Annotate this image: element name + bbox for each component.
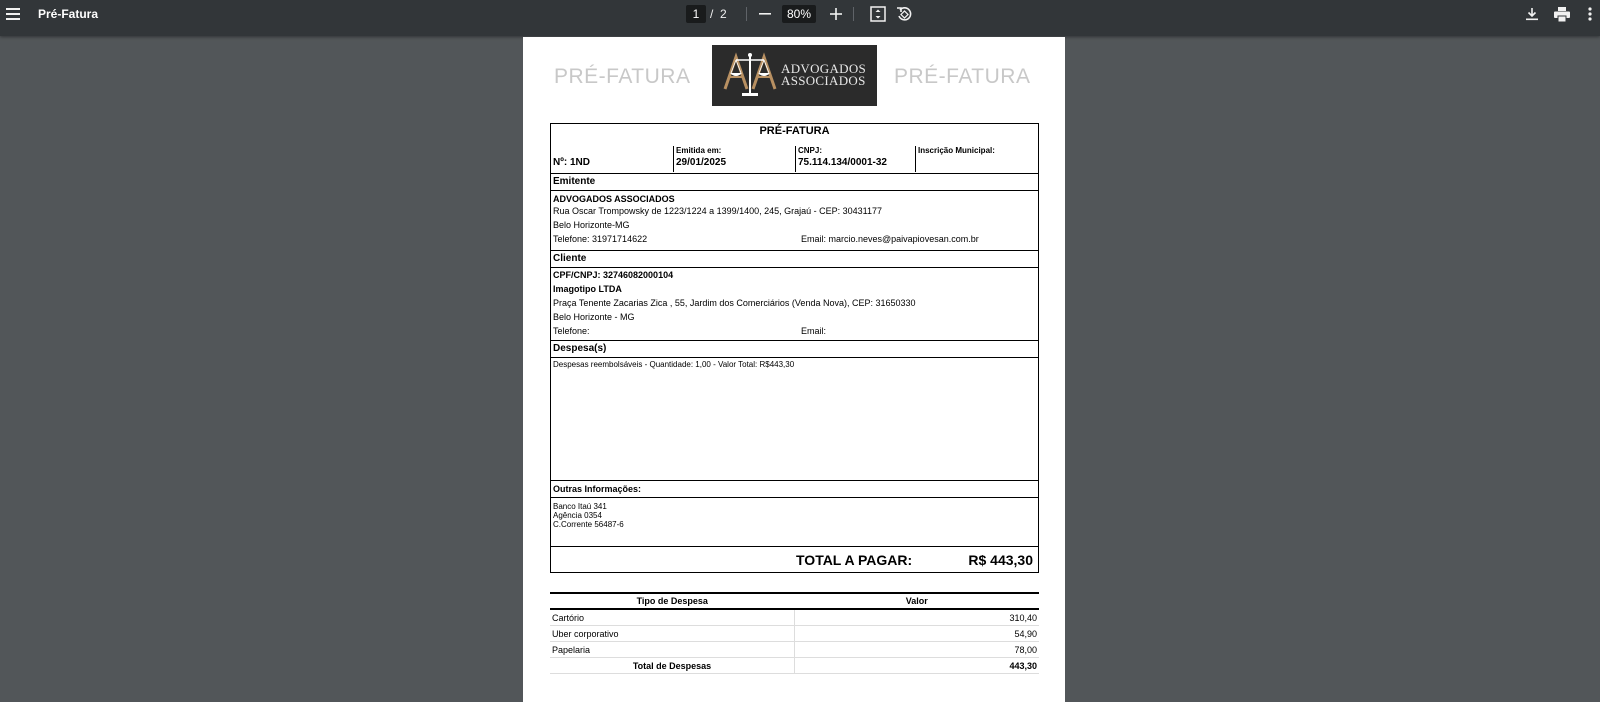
invoice-heading: PRÉ-FATURA <box>759 125 830 137</box>
toolbar-divider <box>853 7 854 21</box>
print-button[interactable] <box>1552 4 1572 24</box>
toolbar-divider <box>746 7 747 21</box>
fit-page-button[interactable] <box>868 4 888 24</box>
expense-type: Cartório <box>550 609 795 626</box>
expense-type: Papelaria <box>550 642 795 658</box>
expenses-title: Despesa(s) <box>553 343 607 354</box>
pdf-page <box>523 37 1065 702</box>
expense-total-value: 443,30 <box>795 658 1040 674</box>
table-total-row <box>550 658 1039 674</box>
client-title: Cliente <box>553 253 587 264</box>
fit-page-icon <box>870 6 886 22</box>
expense-total-label: Total de Despesas <box>550 658 795 674</box>
emitter-section <box>550 174 1039 251</box>
more-vert-icon <box>1588 7 1592 21</box>
document-title: Pré-Fatura <box>38 7 99 21</box>
total-label: TOTAL A PAGAR: <box>796 552 913 568</box>
emitter-city: Belo Horizonte-MG <box>553 220 630 230</box>
issued-label: Emitida em: <box>676 146 722 155</box>
watermark-right: PRÉ-FATURA <box>894 65 1031 88</box>
rotate-button[interactable] <box>894 4 914 24</box>
expense-table <box>550 592 1039 674</box>
zoom-out-button[interactable] <box>756 5 774 23</box>
client-document: CPF/CNPJ: 32746082000104 <box>553 270 674 280</box>
print-icon <box>1554 7 1570 22</box>
download-button[interactable] <box>1522 4 1542 24</box>
column-header-value: Valor <box>795 593 1040 609</box>
cnpj-label: CNPJ: <box>798 146 823 155</box>
scales-of-justice-icon <box>722 51 778 99</box>
watermark-left: PRÉ-FATURA <box>554 65 691 88</box>
bank-agency: Agência 0354 <box>553 511 602 520</box>
bank-name: Banco Itaú 341 <box>553 502 607 511</box>
table-row <box>550 609 1039 626</box>
client-phone: Telefone: <box>553 326 590 336</box>
more-actions-button[interactable] <box>1580 4 1600 24</box>
expenses-section <box>550 341 1039 481</box>
minus-icon <box>759 8 771 20</box>
client-city: Belo Horizonte - MG <box>553 312 635 322</box>
zoom-in-button[interactable] <box>827 5 845 23</box>
zoom-level-input[interactable]: 80% <box>782 5 816 23</box>
company-logo <box>712 45 877 106</box>
emitter-email: Email: marcio.neves@paivapiovesan.com.br <box>801 234 979 244</box>
expense-value: 54,90 <box>795 626 1040 642</box>
client-section <box>550 251 1039 341</box>
table-row <box>550 642 1039 658</box>
other-info-section <box>550 481 1039 547</box>
logo-text: ADVOGADOS ASSOCIADOS <box>781 61 867 88</box>
download-icon <box>1525 7 1539 21</box>
expense-value: 78,00 <box>795 642 1040 658</box>
page-total: 2 <box>720 7 727 21</box>
plus-icon <box>830 8 842 20</box>
total-value: R$ 443,30 <box>968 552 1033 568</box>
pdf-toolbar <box>0 0 1600 36</box>
bank-account: C.Corrente 56487-6 <box>553 520 624 529</box>
table-row <box>550 626 1039 642</box>
cnpj-value: 75.114.134/0001-32 <box>798 157 887 168</box>
rotate-icon <box>896 6 912 22</box>
invoice-header-box <box>550 123 1039 174</box>
invoice-number: Nº: 1ND <box>553 157 590 168</box>
other-info-title: Outras Informações: <box>553 484 642 494</box>
page-separator: / <box>710 7 714 21</box>
emitter-name: ADVOGADOS ASSOCIADOS <box>553 194 675 204</box>
expense-value: 310,40 <box>795 609 1040 626</box>
client-address: Praça Tenente Zacarias Zica , 55, Jardim dos Comerciários (Venda Nova), CEP: 31650330 <box>553 298 916 308</box>
emitter-title: Emitente <box>553 176 596 187</box>
total-section <box>550 547 1039 573</box>
municipal-registration-label: Inscrição Municipal: <box>918 146 995 155</box>
emitter-phone: Telefone: 31971714622 <box>553 234 648 244</box>
emitter-address: Rua Oscar Trompowsky de 1223/1224 a 1399/1400, 245, Grajaú - CEP: 30431177 <box>553 206 883 216</box>
column-header-type: Tipo de Despesa <box>550 593 795 609</box>
menu-icon[interactable] <box>4 5 22 23</box>
expense-line: Despesas reembolsáveis - Quantidade: 1,00 - Valor Total: R$443,30 <box>553 360 795 369</box>
client-name: Imagotipo LTDA <box>553 284 622 294</box>
page-number-input[interactable]: 1 <box>686 5 706 23</box>
client-email: Email: <box>801 326 827 336</box>
issued-date: 29/01/2025 <box>676 157 727 168</box>
expense-type: Uber corporativo <box>550 626 795 642</box>
